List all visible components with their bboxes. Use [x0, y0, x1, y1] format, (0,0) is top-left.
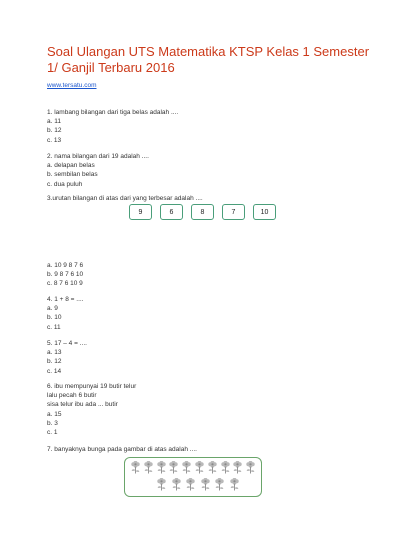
- flower-icon: [214, 478, 225, 491]
- flower-icon: [130, 461, 141, 474]
- option-c: c. 13: [47, 136, 62, 144]
- option-c: c. 11: [47, 323, 61, 331]
- flower-icon: [156, 478, 167, 491]
- option-c: c. 1: [47, 429, 58, 437]
- question-text: 1. lambang bilangan dari tiga belas adalah ....: [47, 109, 179, 116]
- option-a: a. 10 9 8 7 6: [47, 262, 84, 269]
- option-b: b. 10: [47, 314, 62, 322]
- flower-icon: [185, 478, 196, 491]
- option-c: c. 14: [47, 367, 62, 375]
- option-a: a. 15: [47, 410, 62, 418]
- option-b: b. 3: [47, 419, 58, 427]
- flower-icon: [245, 461, 256, 474]
- option-b: b. 9 8 7 6 10: [47, 271, 84, 279]
- question-text: 7. banyaknya bunga pada gambar di atas adalah ....: [47, 446, 197, 453]
- source-link[interactable]: www.tersatu.com: [47, 82, 97, 89]
- question-text: 2. nama bilangan dari 19 adalah ....: [47, 153, 149, 160]
- flower-icon: [200, 478, 211, 491]
- option-c: c. 8 7 6 10 9: [47, 280, 83, 288]
- number-box: 7: [222, 204, 245, 220]
- number-box: 8: [191, 204, 214, 220]
- option-a: a. delapan belas: [47, 162, 95, 170]
- option-b: b. sembilan belas: [47, 171, 98, 179]
- flower-icon: [143, 461, 154, 474]
- question-7: [47, 445, 197, 454]
- question-4: [47, 295, 84, 332]
- question-text: 6. ibu mempunyai 19 butir telur: [47, 383, 137, 390]
- option-a: a. 11: [47, 118, 61, 126]
- flower-icon: [156, 461, 167, 474]
- question-3-options: [47, 261, 83, 289]
- number-box: 10: [253, 204, 276, 220]
- question-text: sisa telur ibu ada ... butir: [47, 401, 118, 409]
- option-b: b. 12: [47, 358, 62, 366]
- flower-icon: [194, 461, 205, 474]
- option-a: a. 13: [47, 349, 62, 357]
- flower-icon: [207, 461, 218, 474]
- question-2: [47, 152, 149, 189]
- number-box: 9: [129, 204, 152, 220]
- number-box: 6: [160, 204, 183, 220]
- page-title: Soal Ulangan UTS Matematika KTSP Kelas 1 Semester 1/ Ganjil Terbaru 2016: [47, 44, 370, 75]
- question-6: [47, 382, 136, 437]
- option-a: a. 9: [47, 305, 58, 313]
- question-text: 4. 1 + 8 = ....: [47, 296, 84, 303]
- flower-picture-box: [124, 457, 262, 497]
- flower-icon: [171, 478, 182, 491]
- question-5: [47, 339, 87, 376]
- flower-icon: [220, 461, 231, 474]
- question-text: 5. 17 – 4 = ....: [47, 340, 87, 347]
- option-c: c. dua puluh: [47, 180, 83, 188]
- question-text: lalu pecah 6 butir: [47, 392, 97, 400]
- question-text: 3.urutan bilangan di atas dari yang terbesar adalah ....: [47, 195, 203, 202]
- option-b: b. 12: [47, 127, 62, 135]
- number-box-row: [129, 204, 276, 220]
- flower-icon: [168, 461, 179, 474]
- flower-icon: [232, 461, 243, 474]
- flower-icon: [181, 461, 192, 474]
- question-3: [47, 194, 203, 203]
- question-1: [47, 108, 178, 145]
- flower-icon: [229, 478, 240, 491]
